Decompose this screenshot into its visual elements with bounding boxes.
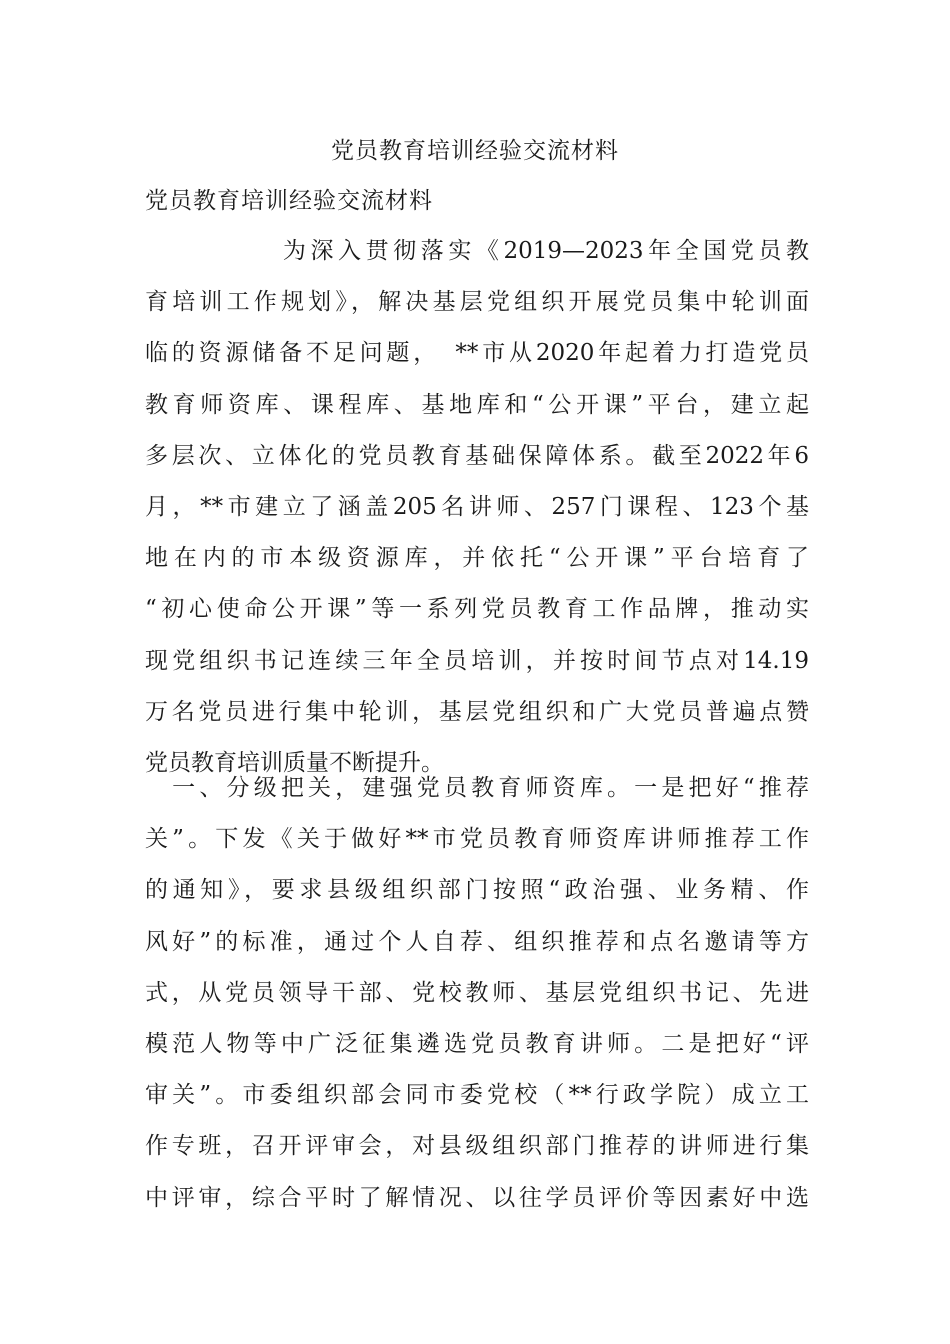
document-title: 党员教育培训经验交流材料 [331, 138, 619, 164]
paragraph-line: 的通知》，要求县级组织部门按照“政治强、业务精、作 [145, 877, 809, 904]
paragraph-line: 为深入贯彻落实《2019—2023年全国党员教 [145, 238, 809, 264]
paragraph-line: 党员教育培训质量不断提升。 [145, 749, 444, 776]
paragraph-line: 月，**市建立了涵盖205名讲师、257门课程、123个基 [145, 493, 809, 520]
paragraph-intro [145, 226, 809, 789]
paragraph-line: 育培训工作规划》，解决基层党组织开展党员集中轮训面 [145, 289, 809, 316]
paragraph-line: 教育师资库、课程库、基地库和“公开课”平台，建立起 [145, 391, 809, 418]
paragraph-line: 中评审，综合平时了解情况、以往学员评价等因素好中选 [145, 1184, 809, 1211]
document-subtitle: 党员教育培训经验交流材料 [145, 188, 433, 214]
paragraph-line: 审关”。市委组织部会同市委党校（**行政学院）成立工 [145, 1082, 809, 1109]
paragraph-line: 万名党员进行集中轮训，基层党组织和广大党员普遍点赞 [145, 698, 809, 725]
paragraph-line: 风好”的标准，通过个人自荐、组织推荐和点名邀请等方 [145, 928, 809, 955]
paragraph-line: 模范人物等中广泛征集遴选党员教育讲师。二是把好“评 [145, 1030, 809, 1057]
paragraph-line: 作专班，召开评审会，对县级组织部门推荐的讲师进行集 [145, 1133, 809, 1160]
paragraph-line: “初心使命公开课”等一系列党员教育工作品牌，推动实 [145, 596, 809, 623]
paragraph-line: 一、分级把关，建强党员教育师资库。一是把好“推荐 [145, 775, 809, 801]
paragraph-line: 多层次、立体化的党员教育基础保障体系。截至2022年6 [145, 442, 809, 469]
paragraph-section-one [145, 763, 809, 1224]
paragraph-line: 临的资源储备不足问题， **市从2020年起着力打造党员 [145, 340, 809, 367]
paragraph-line: 现党组织书记连续三年全员培训，并按时间节点对14.19 [145, 647, 809, 674]
paragraph-line: 地在内的市本级资源库，并依托“公开课”平台培育了 [145, 545, 809, 572]
paragraph-line: 关”。下发《关于做好**市党员教育师资库讲师推荐工作 [145, 826, 809, 853]
paragraph-line: 式，从党员领导干部、党校教师、基层党组织书记、先进 [145, 979, 809, 1006]
